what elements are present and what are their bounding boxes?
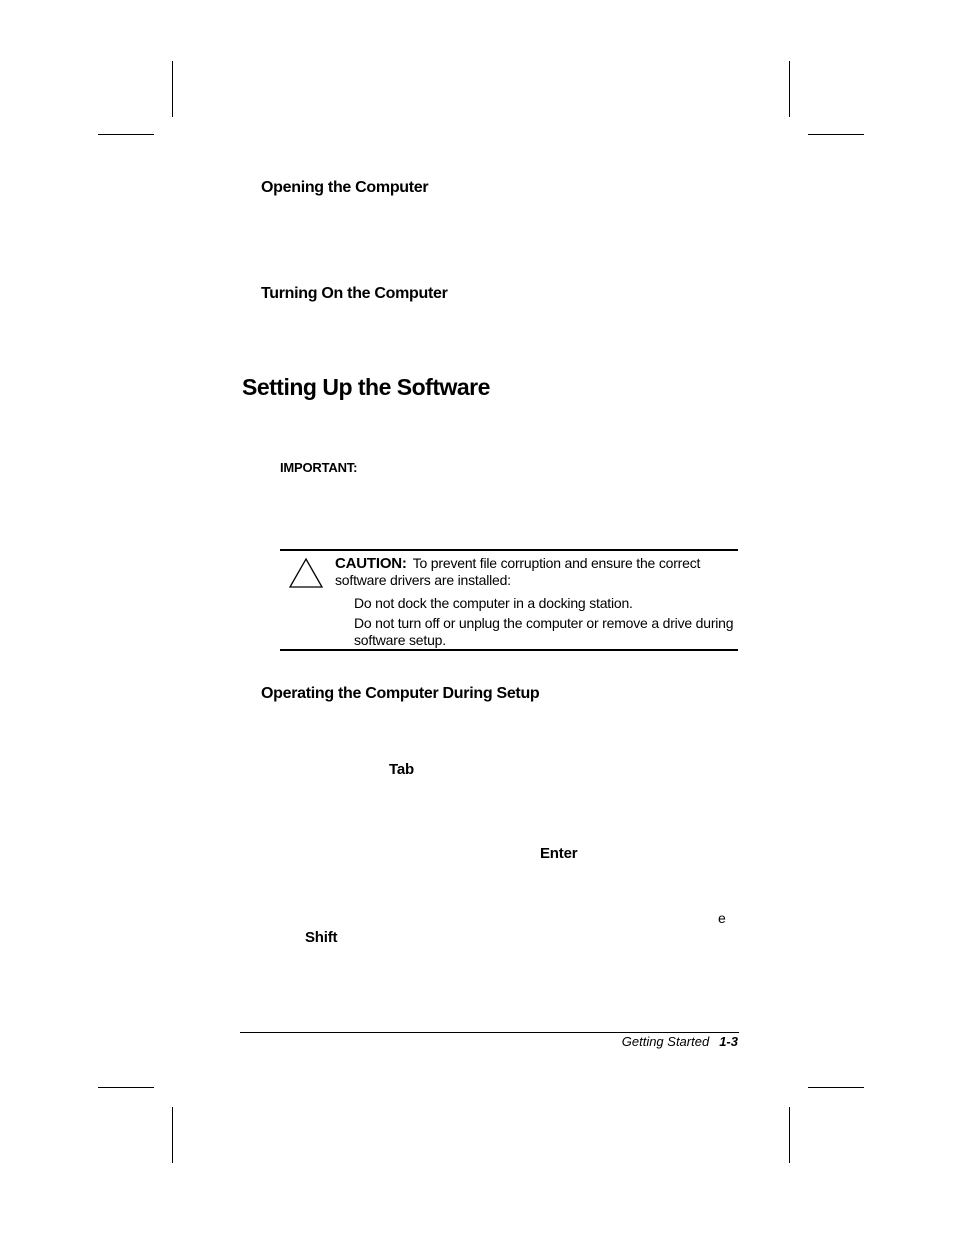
key-tab-label: Tab	[389, 761, 414, 778]
footer-rule	[240, 1032, 739, 1033]
heading-operating-during-setup: Operating the Computer During Setup	[261, 685, 540, 702]
heading-turning-on-computer: Turning On the Computer	[261, 285, 448, 302]
caution-body: To prevent file corruption and ensure the correct software drivers are installed:	[335, 555, 701, 588]
caution-lead: CAUTION:	[335, 555, 407, 572]
key-shift-label: Shift	[305, 929, 338, 946]
crop-mark-top-left-horizontal	[98, 134, 154, 135]
caution-box	[280, 549, 738, 651]
footer-page-number: 1-3	[719, 1034, 738, 1049]
caution-text	[335, 555, 735, 589]
key-enter-label: Enter	[540, 845, 578, 862]
heading-setting-up-software: Setting Up the Software	[242, 374, 490, 400]
footer-chapter-title: Getting Started	[621, 1034, 710, 1049]
crop-mark-bottom-left-vertical	[172, 1107, 173, 1163]
heading-opening-computer: Opening the Computer	[261, 179, 429, 196]
crop-mark-bottom-right-horizontal	[808, 1087, 864, 1088]
stray-character: e	[718, 910, 726, 926]
crop-mark-top-right-horizontal	[808, 134, 864, 135]
page-footer	[622, 1034, 738, 1049]
crop-mark-bottom-right-vertical	[789, 1107, 790, 1163]
crop-mark-bottom-left-horizontal	[98, 1087, 154, 1088]
crop-mark-top-left-vertical	[172, 61, 173, 117]
important-label: IMPORTANT:	[280, 460, 358, 475]
crop-mark-top-right-vertical	[789, 61, 790, 117]
caution-item-power: Do not turn off or unplug the computer or remove a drive during software setup.	[354, 615, 734, 648]
caution-item-docking: Do not dock the computer in a docking station.	[354, 595, 633, 611]
caution-triangle-icon	[288, 557, 324, 589]
